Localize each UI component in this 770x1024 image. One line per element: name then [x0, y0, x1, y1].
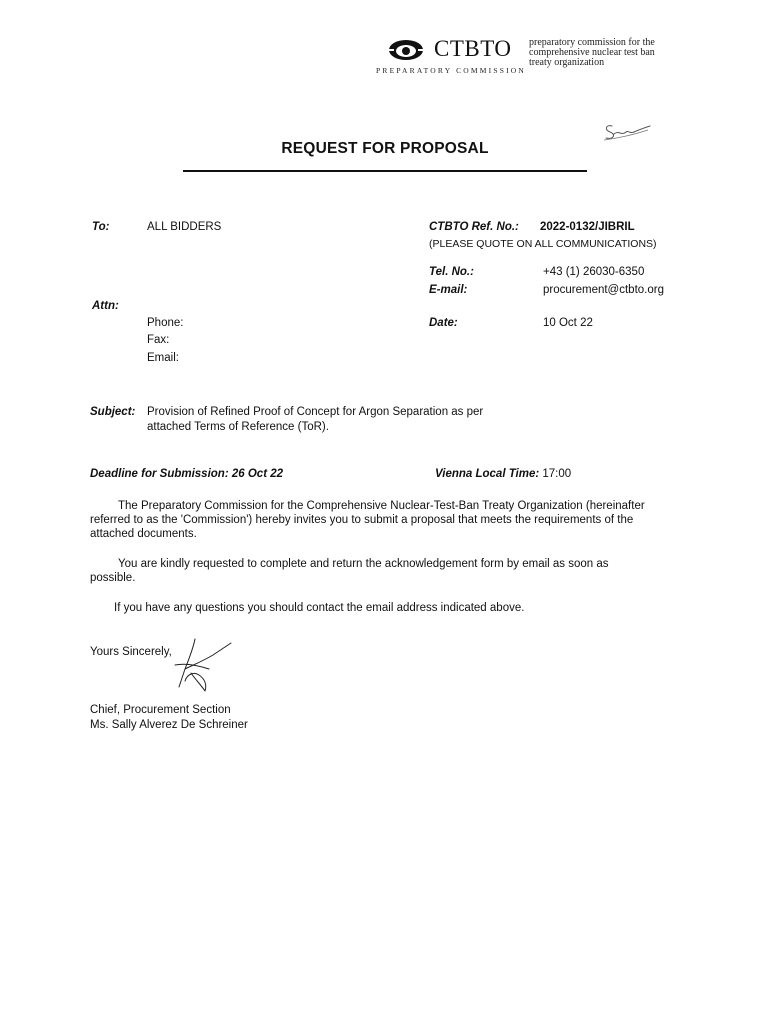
- tagline-line-3: treaty organization: [529, 57, 605, 68]
- attn-label: Attn:: [92, 300, 119, 312]
- to-value: ALL BIDDERS: [147, 221, 222, 233]
- email-label: E-mail:: [429, 284, 468, 296]
- vienna-time-value: 17:00: [542, 468, 572, 480]
- email-value: procurement@ctbto.org: [543, 284, 664, 296]
- tel-label: Tel. No.:: [429, 266, 474, 278]
- to-label: To:: [92, 221, 110, 233]
- signatory-title: Chief, Procurement Section: [90, 704, 231, 716]
- deadline-value: 26 Oct 22: [231, 468, 284, 480]
- body-paragraph-2: You are kindly requested to complete and return the acknowledgement form by email as soon as possible.: [90, 558, 609, 584]
- fax-label: Fax:: [147, 334, 170, 346]
- logo-subtitle: PREPARATORY COMMISSION: [376, 66, 527, 75]
- subject-line-2: attached Terms of Reference (ToR).: [147, 421, 329, 433]
- logo-wordmark: CTBTO: [434, 36, 512, 61]
- body-paragraph-3: If you have any questions you should contact the email address indicated above.: [114, 602, 525, 614]
- ref-label: CTBTO Ref. No.:: [429, 221, 519, 233]
- deadline-label-text: Deadline for Submission:: [90, 468, 229, 480]
- vienna-time: [435, 467, 571, 481]
- page-title: REQUEST FOR PROPOSAL: [281, 140, 489, 157]
- email-field-label: Email:: [147, 352, 179, 364]
- subject-line-1: Provision of Refined Proof of Concept for Argon Separation as per: [147, 406, 484, 418]
- tagline-line-1: preparatory commission for the: [529, 37, 655, 48]
- vienna-time-label: Vienna Local Time:: [435, 468, 540, 480]
- signatory-name: Ms. Sally Alverez De Schreiner: [90, 719, 248, 731]
- tagline-line-2: comprehensive nuclear test ban: [529, 47, 655, 58]
- subject-label: Subject:: [90, 406, 136, 418]
- tel-value: +43 (1) 26030-6350: [543, 266, 645, 278]
- deadline-label: [90, 467, 283, 481]
- date-label: Date:: [429, 317, 458, 329]
- logo-tagline: [529, 38, 655, 68]
- signature: [165, 635, 235, 693]
- ctbto-logo-icon: [388, 38, 424, 62]
- body-paragraph-1: The Preparatory Commission for the Comprehensive Nuclear-Test-Ban Treaty Organization (hereinafter referred to as the 'Commission') hereby invites you to submit a proposal that meets the requirements of the attached documents.: [90, 500, 645, 540]
- ref-note: (PLEASE QUOTE ON ALL COMMUNICATIONS): [429, 238, 657, 250]
- date-value: 10 Oct 22: [543, 317, 593, 329]
- ref-value: 2022-0132/JIBRIL: [540, 221, 635, 233]
- closing: Yours Sincerely,: [90, 646, 172, 658]
- phone-label: Phone:: [147, 317, 184, 329]
- title-underline: [183, 170, 587, 172]
